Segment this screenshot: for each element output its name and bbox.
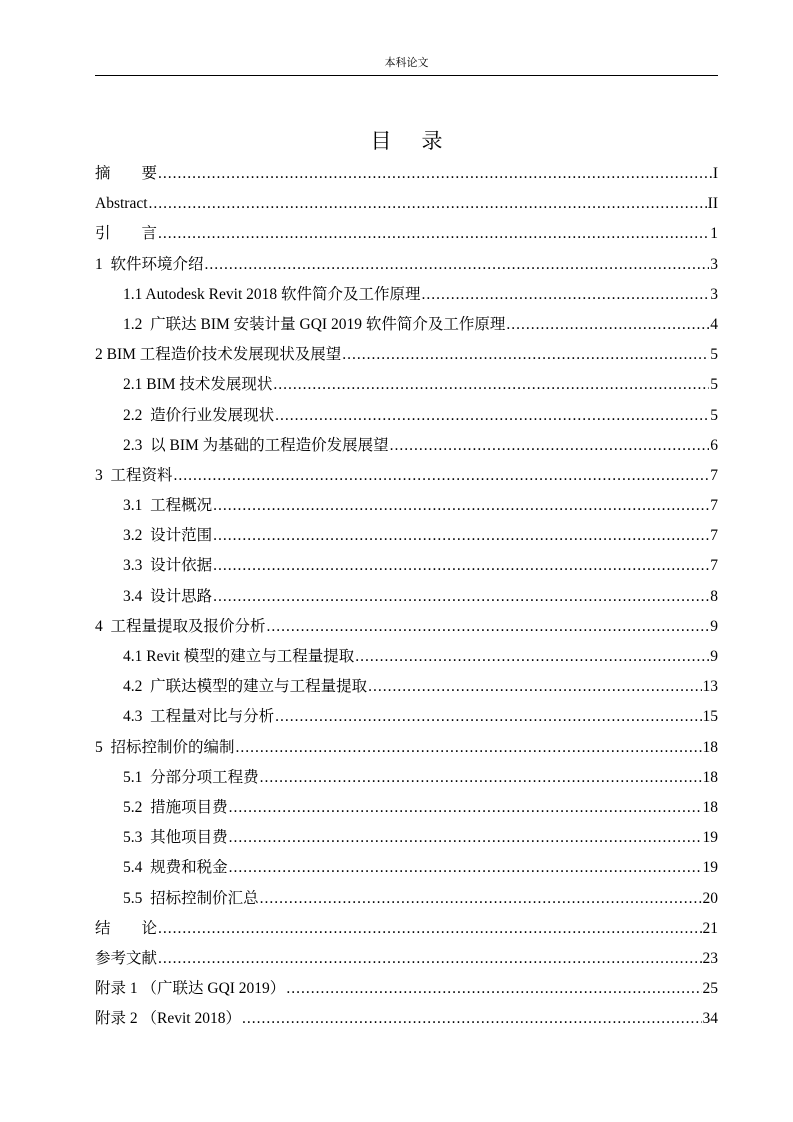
toc-dot-leader bbox=[355, 642, 709, 672]
toc-dot-leader bbox=[229, 793, 702, 823]
toc-entry-page-number: 25 bbox=[702, 980, 718, 998]
toc-entry-label: 4 工程量提取及报价分析 bbox=[95, 617, 266, 635]
toc-entry-label: 3.1 工程概况 bbox=[123, 497, 213, 515]
toc-entry-page-number: 7 bbox=[710, 527, 718, 545]
toc-entry[interactable] bbox=[95, 461, 718, 491]
toc-dot-leader bbox=[390, 431, 710, 461]
toc-entry[interactable] bbox=[95, 189, 718, 219]
toc-entry-page-number: 34 bbox=[702, 1010, 718, 1028]
toc-entry-label: 1.1 Autodesk Revit 2018 软件简介及工作原理 bbox=[123, 285, 421, 303]
toc-dot-leader bbox=[368, 672, 701, 702]
toc-dot-leader bbox=[260, 884, 702, 914]
toc-entry-page-number: 15 bbox=[702, 708, 718, 726]
toc-entry[interactable] bbox=[95, 1004, 718, 1034]
toc-entry-page-number: 7 bbox=[710, 466, 718, 484]
toc-entry[interactable] bbox=[95, 612, 718, 642]
toc-entry-page-number: 20 bbox=[702, 889, 718, 907]
toc-dot-leader bbox=[213, 551, 709, 581]
toc-dot-leader bbox=[342, 340, 709, 370]
toc-dot-leader bbox=[158, 914, 701, 944]
toc-entry-label: 3 工程资料 bbox=[95, 466, 173, 484]
toc-entry-page-number: 9 bbox=[710, 648, 718, 665]
toc-entry-page-number: 9 bbox=[710, 617, 718, 635]
toc-entry-label: 2.3 以 BIM 为基础的工程造价发展展望 bbox=[123, 436, 389, 454]
toc-dot-leader bbox=[229, 823, 702, 853]
toc-entry-page-number: 5 bbox=[710, 346, 718, 364]
toc-entry-label: 3.4 设计思路 bbox=[123, 587, 213, 605]
toc-entry-label: 5.2 措施项目费 bbox=[123, 798, 228, 816]
toc-entry-label: 1.2 广联达 BIM 安装计量 GQI 2019 软件简介及工作原理 bbox=[123, 315, 506, 333]
toc-dot-leader bbox=[158, 944, 701, 974]
toc-entry-label: 5.4 规费和税金 bbox=[123, 859, 228, 877]
toc-entry-label: 参考文献 bbox=[95, 949, 158, 967]
toc-entry[interactable] bbox=[95, 974, 718, 1004]
toc-dot-leader bbox=[149, 189, 707, 219]
toc-entry[interactable] bbox=[95, 823, 718, 853]
toc-dot-leader bbox=[275, 702, 701, 732]
toc-entry-label: Abstract bbox=[95, 195, 148, 213]
toc-title: 目录 bbox=[370, 129, 473, 153]
toc-entry[interactable] bbox=[95, 884, 718, 914]
toc-dot-leader bbox=[205, 250, 710, 280]
toc-dot-leader bbox=[213, 582, 709, 612]
toc-entry-page-number: 18 bbox=[702, 738, 718, 756]
toc-entry[interactable] bbox=[95, 582, 718, 612]
toc-entry-label: 1 软件环境介绍 bbox=[95, 255, 204, 273]
toc-entry-label: 摘 要 bbox=[95, 165, 158, 182]
toc-entry-label: 结 论 bbox=[95, 919, 158, 937]
toc-entry[interactable] bbox=[95, 250, 718, 280]
page-header: 本科论文 bbox=[95, 58, 718, 76]
toc-entry-page-number: 5 bbox=[710, 376, 718, 394]
toc-entry-page-number: 18 bbox=[702, 798, 718, 816]
toc-entry[interactable] bbox=[95, 642, 718, 672]
toc-dot-leader bbox=[422, 280, 710, 310]
toc-entry-page-number: I bbox=[712, 165, 718, 182]
toc-entry-page-number: 3 bbox=[710, 285, 718, 303]
toc-entry[interactable] bbox=[95, 401, 718, 431]
toc-dot-leader bbox=[158, 159, 712, 189]
toc-entry-page-number: 7 bbox=[710, 557, 718, 575]
toc-entry[interactable] bbox=[95, 733, 718, 763]
toc-dot-leader bbox=[242, 1004, 702, 1034]
toc-entry-page-number: 21 bbox=[702, 919, 718, 937]
toc-entry-label: 引 言 bbox=[95, 225, 158, 243]
toc-entry[interactable] bbox=[95, 431, 718, 461]
toc-entry[interactable] bbox=[95, 551, 718, 581]
toc-entry-label: 5 招标控制价的编制 bbox=[95, 738, 235, 756]
toc-entry-label: 2.1 BIM 技术发展现状 bbox=[123, 376, 273, 394]
toc-entry[interactable] bbox=[95, 853, 718, 883]
toc-dot-leader bbox=[275, 401, 709, 431]
toc-dot-leader bbox=[229, 853, 702, 883]
toc-entry[interactable] bbox=[95, 310, 718, 340]
toc-entry-page-number: 19 bbox=[702, 859, 718, 877]
toc-entry[interactable] bbox=[95, 340, 718, 370]
toc-entry-page-number: 6 bbox=[710, 436, 718, 454]
toc-entry-page-number: 3 bbox=[710, 255, 718, 273]
toc-entry-label: 2.2 造价行业发展现状 bbox=[123, 406, 275, 424]
toc-entry-page-number: 7 bbox=[710, 497, 718, 515]
toc-entry[interactable] bbox=[95, 370, 718, 400]
toc-entry-page-number: 23 bbox=[702, 949, 718, 967]
toc-entry-page-number: 4 bbox=[710, 315, 718, 333]
toc-entry[interactable] bbox=[95, 763, 718, 793]
toc-entry-label: 5.5 招标控制价汇总 bbox=[123, 889, 259, 907]
toc-dot-leader bbox=[267, 612, 710, 642]
toc-entry-label: 3.3 设计依据 bbox=[123, 557, 213, 575]
toc-dot-leader bbox=[174, 461, 710, 491]
toc-entry-label: 5.1 分部分项工程费 bbox=[123, 768, 259, 786]
toc-entry[interactable] bbox=[95, 219, 718, 249]
table-of-contents bbox=[95, 159, 718, 1034]
toc-entry[interactable] bbox=[95, 521, 718, 551]
toc-dot-leader bbox=[273, 370, 709, 400]
toc-dot-leader bbox=[236, 733, 702, 763]
toc-entry[interactable] bbox=[95, 793, 718, 823]
toc-entry[interactable] bbox=[95, 914, 718, 944]
toc-dot-leader bbox=[158, 219, 709, 249]
toc-entry-label: 附录 1 （广联达 GQI 2019） bbox=[95, 980, 286, 998]
toc-entry-page-number: 18 bbox=[702, 768, 718, 786]
toc-dot-leader bbox=[286, 974, 701, 1004]
toc-entry[interactable] bbox=[95, 159, 718, 189]
toc-entry-label: 4.3 工程量对比与分析 bbox=[123, 708, 275, 726]
toc-entry-page-number: 19 bbox=[702, 829, 718, 847]
toc-entry[interactable] bbox=[95, 944, 718, 974]
toc-entry-page-number: II bbox=[707, 195, 718, 213]
toc-entry-label: 5.3 其他项目费 bbox=[123, 829, 228, 847]
toc-entry-page-number: 5 bbox=[710, 406, 718, 424]
toc-entry-label: 4.2 广联达模型的建立与工程量提取 bbox=[123, 678, 368, 696]
toc-dot-leader bbox=[213, 521, 709, 551]
toc-entry[interactable] bbox=[95, 280, 718, 310]
toc-entry-page-number: 13 bbox=[702, 678, 718, 696]
toc-entry[interactable] bbox=[95, 672, 718, 702]
toc-dot-leader bbox=[260, 763, 702, 793]
toc-entry[interactable] bbox=[95, 491, 718, 521]
toc-entry-page-number: 1 bbox=[710, 225, 718, 243]
toc-entry-label: 4.1 Revit 模型的建立与工程量提取 bbox=[123, 648, 355, 665]
toc-entry[interactable] bbox=[95, 702, 718, 732]
toc-entry-page-number: 8 bbox=[710, 587, 718, 605]
toc-dot-leader bbox=[506, 310, 709, 340]
toc-entry-label: 3.2 设计范围 bbox=[123, 527, 213, 545]
toc-entry-label: 附录 2 （Revit 2018） bbox=[95, 1010, 241, 1028]
toc-entry-label: 2 BIM 工程造价技术发展现状及展望 bbox=[95, 346, 342, 364]
toc-dot-leader bbox=[213, 491, 709, 521]
